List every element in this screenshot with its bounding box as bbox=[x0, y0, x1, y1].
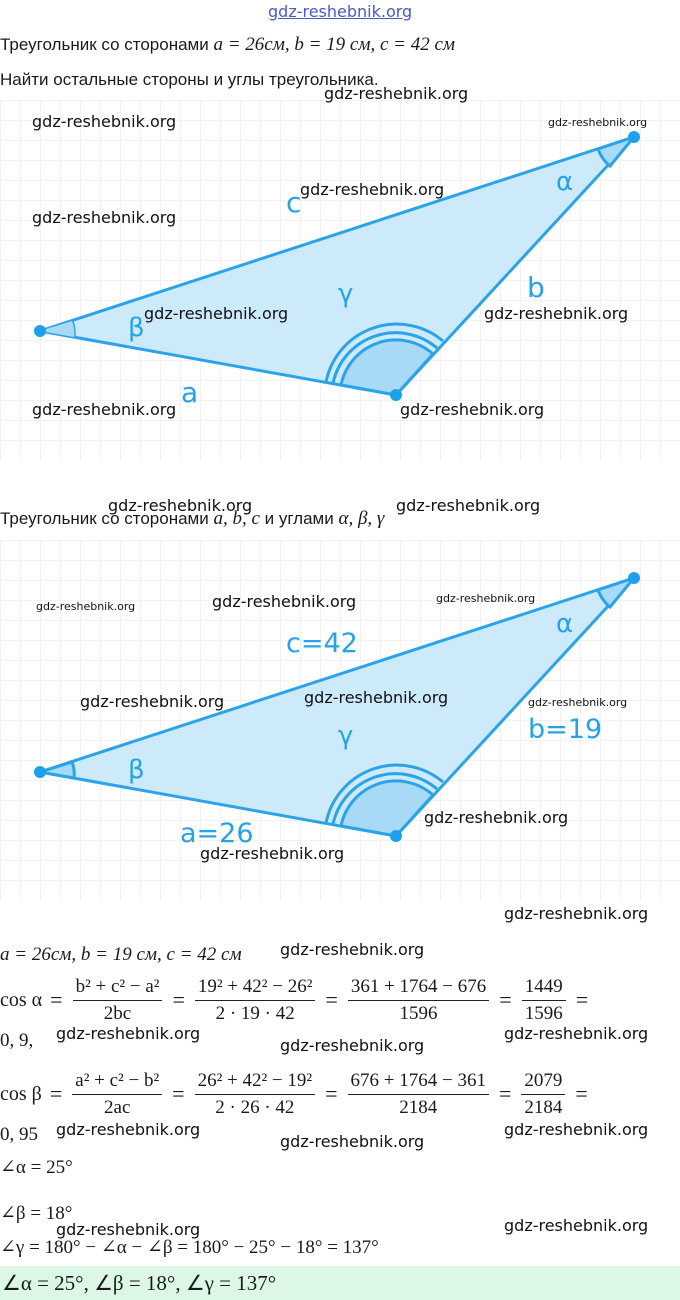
watermark: gdz-reshebnik.org bbox=[280, 1132, 425, 1151]
watermark: gdz-reshebnik.org bbox=[504, 1216, 649, 1235]
angle-beta: ∠β = 18° bbox=[0, 1203, 73, 1224]
problem-sides: a = 26см, b = 19 см, c = 42 см bbox=[213, 34, 456, 55]
problem-statement bbox=[0, 34, 455, 56]
label-c-value: c=42 bbox=[286, 628, 358, 659]
watermark: gdz-reshebnik.org bbox=[424, 808, 569, 827]
figure2-caption: Треугольник со сторонами a, b, c и углами α, β, γ bbox=[0, 508, 385, 529]
watermark: gdz-reshebnik.org bbox=[212, 592, 357, 611]
watermark: gdz-reshebnik.org bbox=[436, 592, 536, 605]
problem-task: Найти остальные стороны и углы треугольника. bbox=[0, 70, 379, 89]
watermark: gdz-reshebnik.org bbox=[108, 496, 253, 515]
label-b-value: b=19 bbox=[528, 714, 603, 745]
watermark: gdz-reshebnik.org bbox=[484, 304, 629, 323]
watermark: gdz-reshebnik.org bbox=[396, 496, 541, 515]
problem-prefix: Треугольник со сторонами bbox=[0, 35, 214, 54]
watermark: gdz-reshebnik.org bbox=[32, 400, 177, 419]
label-beta: β bbox=[128, 313, 145, 343]
watermark: gdz-reshebnik.org bbox=[280, 1036, 425, 1055]
watermark: gdz-reshebnik.org bbox=[36, 600, 136, 613]
watermark: gdz-reshebnik.org bbox=[32, 112, 177, 131]
label-a: a bbox=[181, 376, 199, 409]
label-c: c bbox=[286, 186, 302, 219]
watermark: gdz-reshebnik.org bbox=[144, 304, 289, 323]
watermark: gdz-reshebnik.org bbox=[528, 696, 628, 709]
watermark: gdz-reshebnik.org bbox=[280, 940, 425, 959]
cos-beta-result: 0, 95 bbox=[0, 1124, 38, 1145]
vertex-a bbox=[34, 325, 46, 337]
watermark: gdz-reshebnik.org bbox=[324, 84, 469, 103]
cos-alpha-equation: cos α = $\frac{\text{b² + c² − a²}}{2bc}$ = $\frac{\text{19² + 42² − 26²}}{2 \cdot 19 \cdot 42}$ = $\frac{361 + 1764 - 676}{1596}$ = $\frac{1449}{1596}$ = bbox=[0, 975, 589, 1024]
site-link[interactable]: gdz-reshebnik.org bbox=[268, 2, 413, 21]
watermark: gdz-reshebnik.org bbox=[32, 208, 177, 227]
watermark: gdz-reshebnik.org bbox=[548, 116, 648, 129]
vertex-b bbox=[628, 131, 640, 143]
given-values: a = 26см, b = 19 см, c = 42 см bbox=[0, 944, 242, 965]
watermark: gdz-reshebnik.org bbox=[200, 844, 345, 863]
watermark: gdz-reshebnik.org bbox=[400, 400, 545, 419]
label-b: b bbox=[527, 271, 545, 304]
label-a-value: a=26 bbox=[180, 818, 254, 849]
watermark: gdz-reshebnik.org bbox=[504, 1024, 649, 1043]
watermark: gdz-reshebnik.org bbox=[304, 688, 449, 707]
svg-text:α: α bbox=[556, 609, 574, 639]
watermark: gdz-reshebnik.org bbox=[504, 904, 649, 923]
watermark: gdz-reshebnik.org bbox=[504, 1120, 649, 1139]
answer-box: ∠α = 25°, ∠β = 18°, ∠γ = 137° bbox=[0, 1266, 680, 1300]
svg-text:β: β bbox=[128, 755, 145, 785]
watermark: gdz-reshebnik.org bbox=[56, 1024, 201, 1043]
watermark: gdz-reshebnik.org bbox=[300, 180, 445, 199]
cos-beta-equation: cos β = $\frac{\text{a² + c² − b²}}{2ac}$ = $\frac{\text{26² + 42² − 19²}}{2 \cdot 26 \cdot 42}$ = $\frac{676 + 1764 - 361}{2184}$ = $\frac{2079}{2184}$ = bbox=[0, 1069, 588, 1118]
angle-gamma: ∠γ = 180° − ∠α − ∠β = 180° − 25° − 18° = 137° bbox=[0, 1237, 379, 1258]
watermark: gdz-reshebnik.org bbox=[80, 692, 225, 711]
watermark: gdz-reshebnik.org bbox=[56, 1220, 201, 1239]
svg-text:γ: γ bbox=[338, 721, 354, 751]
label-gamma: γ bbox=[338, 279, 354, 309]
cos-alpha-result: 0, 9, bbox=[0, 1030, 34, 1051]
label-alpha: α bbox=[556, 167, 574, 197]
watermark: gdz-reshebnik.org bbox=[56, 1120, 201, 1139]
angle-alpha: ∠α = 25° bbox=[0, 1157, 73, 1178]
